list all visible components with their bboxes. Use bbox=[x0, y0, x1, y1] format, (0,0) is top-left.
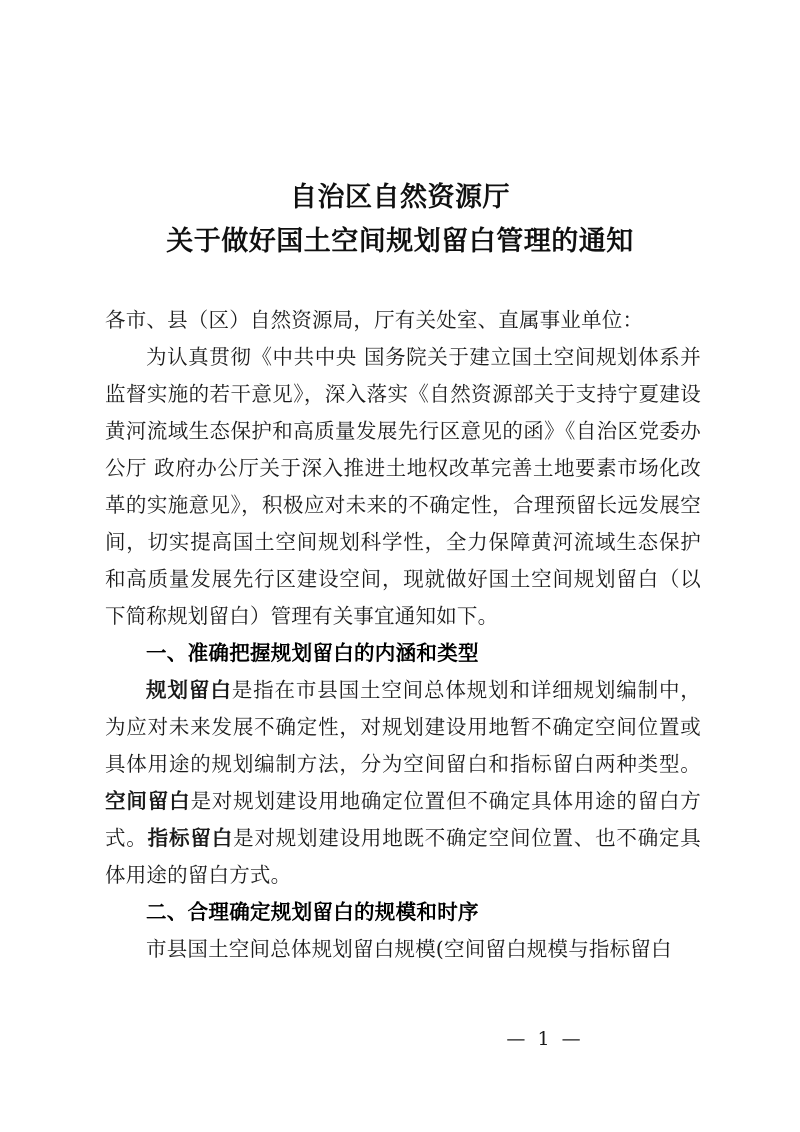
document-title bbox=[0, 176, 800, 264]
preamble-paragraph: 为认真贯彻《中共中央 国务院关于建立国土空间规划体系并监督实施的若干意见》，深入落实《自然资源部关于支持宁夏建设黄河流域生态保护和高质量发展先行区意见的函》《自治区党委办公厅 政府办公厅关于深入推进土地权改革完善土地要素市场化改革的实施意见》，积极应对未来的不确定性，合理预留长远发展空间，切实提高国土空间规划科学性，全力保障黄河流域生态保护和高质量发展先行区建设空间，现就做好国土空间规划留白（以下简称规划留白）管理有关事宜通知如下。 bbox=[105, 345, 701, 628]
term-zhibiao-liubai: 指标留白 bbox=[147, 826, 234, 850]
term-kongjian-liubai: 空间留白 bbox=[105, 789, 191, 813]
addressee-line: 各市、县（区）自然资源局，厅有关处室、直属事业单位： bbox=[105, 308, 644, 332]
term-guihua-liubai: 规划留白 bbox=[146, 678, 232, 702]
section-1-paragraph bbox=[105, 672, 701, 894]
section-heading-2: 二、合理确定规划留白的规模和时序 bbox=[146, 900, 479, 924]
document-title-line-1: 自治区自然资源厅 bbox=[290, 182, 510, 213]
section-1-text-b: 是对规划建设用地确定位置但不确定具体用途的留白方式。 bbox=[105, 789, 701, 850]
document-body bbox=[105, 302, 701, 968]
page-footer bbox=[0, 1026, 800, 1052]
section-heading-1: 一、准确把握规划留白的内涵和类型 bbox=[146, 641, 479, 665]
section-1-text-a: 是指在市县国土空间总体规划和详细规划编制中，为应对未来发展不确定性，对规划建设用地暂不确定空间位置或具体用途的规划编制方法，分为空间留白和指标留白两种类型。 bbox=[105, 678, 701, 776]
document-title-line-2: 关于做好国土空间规划留白管理的通知 bbox=[166, 226, 634, 257]
section-2-paragraph: 市县国土空间总体规划留白规模(空间留白规模与指标留白 bbox=[146, 937, 672, 961]
page-number: — 1 — bbox=[506, 1028, 584, 1050]
section-1-text-c: 是对规划建设用地既不确定空间位置、也不确定具体用途的留白方式。 bbox=[105, 826, 702, 887]
